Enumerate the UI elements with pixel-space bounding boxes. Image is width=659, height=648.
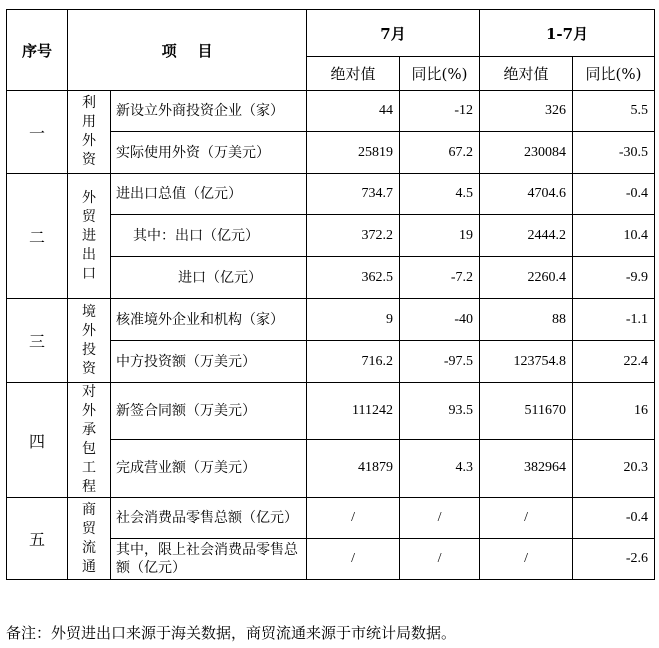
table-row <box>7 299 655 341</box>
table-row <box>7 383 655 440</box>
footnote: 备注：外贸进出口来源于海关数据，商贸流通来源于市统计局数据。 <box>6 624 457 642</box>
row-item-label: 中方投资额（万美元） <box>111 341 307 383</box>
month-yoy-value: 19 <box>400 215 480 257</box>
month-yoy-value: -7.2 <box>400 257 480 299</box>
ytd-yoy-value: -2.6 <box>573 539 655 580</box>
row-item-label: 进出口总值（亿元） <box>111 174 307 215</box>
month-abs-value: 9 <box>307 299 400 341</box>
header-month-abs: 绝对值 <box>307 57 400 91</box>
month-abs-value: 734.7 <box>307 174 400 215</box>
ytd-abs-value: 382964 <box>480 439 573 497</box>
month-abs-value: 41879 <box>307 439 400 497</box>
ytd-abs-value: 326 <box>480 91 573 132</box>
group-category: 利 用 外 资 <box>68 91 111 174</box>
row-item-label: 完成营业额（万美元） <box>111 439 307 497</box>
ytd-yoy-value: 22.4 <box>573 341 655 383</box>
group-seq: 四 <box>7 383 68 498</box>
month-yoy-value: 4.3 <box>400 439 480 497</box>
ytd-abs-value: 511670 <box>480 383 573 440</box>
month-yoy-value: 67.2 <box>400 132 480 174</box>
ytd-abs-value: / <box>480 539 573 580</box>
month-yoy-value: -40 <box>400 299 480 341</box>
month-yoy-value: 93.5 <box>400 383 480 440</box>
header-ytd: 1-7月 <box>480 10 655 57</box>
row-item-label: 其中，限上社会消费品零售总额（亿元） <box>111 539 307 580</box>
statistics-table <box>6 9 655 580</box>
group-seq: 一 <box>7 91 68 174</box>
group-category: 外 贸 进 出 口 <box>68 174 111 299</box>
header-item: 项 目 <box>68 10 307 91</box>
ytd-abs-value: 2444.2 <box>480 215 573 257</box>
group-seq: 五 <box>7 498 68 580</box>
header-seq: 序号 <box>7 10 68 91</box>
row-item-label: 新设立外商投资企业（家） <box>111 91 307 132</box>
row-item-label: 其中：出口（亿元） <box>111 215 307 257</box>
month-abs-value: / <box>307 498 400 539</box>
table-row <box>7 498 655 539</box>
ytd-abs-value: / <box>480 498 573 539</box>
group-category: 境 外 投 资 <box>68 299 111 383</box>
ytd-yoy-value: -30.5 <box>573 132 655 174</box>
month-yoy-value: / <box>400 539 480 580</box>
month-yoy-value: 4.5 <box>400 174 480 215</box>
ytd-abs-value: 4704.6 <box>480 174 573 215</box>
row-item-label: 社会消费品零售总额（亿元） <box>111 498 307 539</box>
ytd-abs-value: 230084 <box>480 132 573 174</box>
header-row-1 <box>7 10 655 57</box>
header-ytd-yoy: 同比(%) <box>573 57 655 91</box>
row-item-label: 进口（亿元） <box>111 257 307 299</box>
ytd-yoy-value: -9.9 <box>573 257 655 299</box>
header-ytd-abs: 绝对值 <box>480 57 573 91</box>
ytd-yoy-value: 20.3 <box>573 439 655 497</box>
group-seq: 三 <box>7 299 68 383</box>
month-abs-value: 372.2 <box>307 215 400 257</box>
table-row <box>7 91 655 132</box>
ytd-yoy-value: 5.5 <box>573 91 655 132</box>
group-seq: 二 <box>7 174 68 299</box>
month-yoy-value: -12 <box>400 91 480 132</box>
ytd-abs-value: 123754.8 <box>480 341 573 383</box>
month-abs-value: / <box>307 539 400 580</box>
table-row <box>7 174 655 215</box>
header-month: 7月 <box>307 10 480 57</box>
ytd-yoy-value: 16 <box>573 383 655 440</box>
month-yoy-value: -97.5 <box>400 341 480 383</box>
ytd-yoy-value: -0.4 <box>573 174 655 215</box>
month-yoy-value: / <box>400 498 480 539</box>
month-abs-value: 44 <box>307 91 400 132</box>
month-abs-value: 25819 <box>307 132 400 174</box>
row-item-label: 新签合同额（万美元） <box>111 383 307 440</box>
ytd-abs-value: 88 <box>480 299 573 341</box>
header-month-yoy: 同比(%) <box>400 57 480 91</box>
ytd-yoy-value: -0.4 <box>573 498 655 539</box>
row-item-label: 核准境外企业和机构（家） <box>111 299 307 341</box>
month-abs-value: 716.2 <box>307 341 400 383</box>
month-abs-value: 111242 <box>307 383 400 440</box>
ytd-yoy-value: -1.1 <box>573 299 655 341</box>
group-category: 对 外 承 包 工 程 <box>68 383 111 498</box>
row-item-label: 实际使用外资（万美元） <box>111 132 307 174</box>
ytd-yoy-value: 10.4 <box>573 215 655 257</box>
ytd-abs-value: 2260.4 <box>480 257 573 299</box>
month-abs-value: 362.5 <box>307 257 400 299</box>
group-category: 商 贸 流 通 <box>68 498 111 580</box>
